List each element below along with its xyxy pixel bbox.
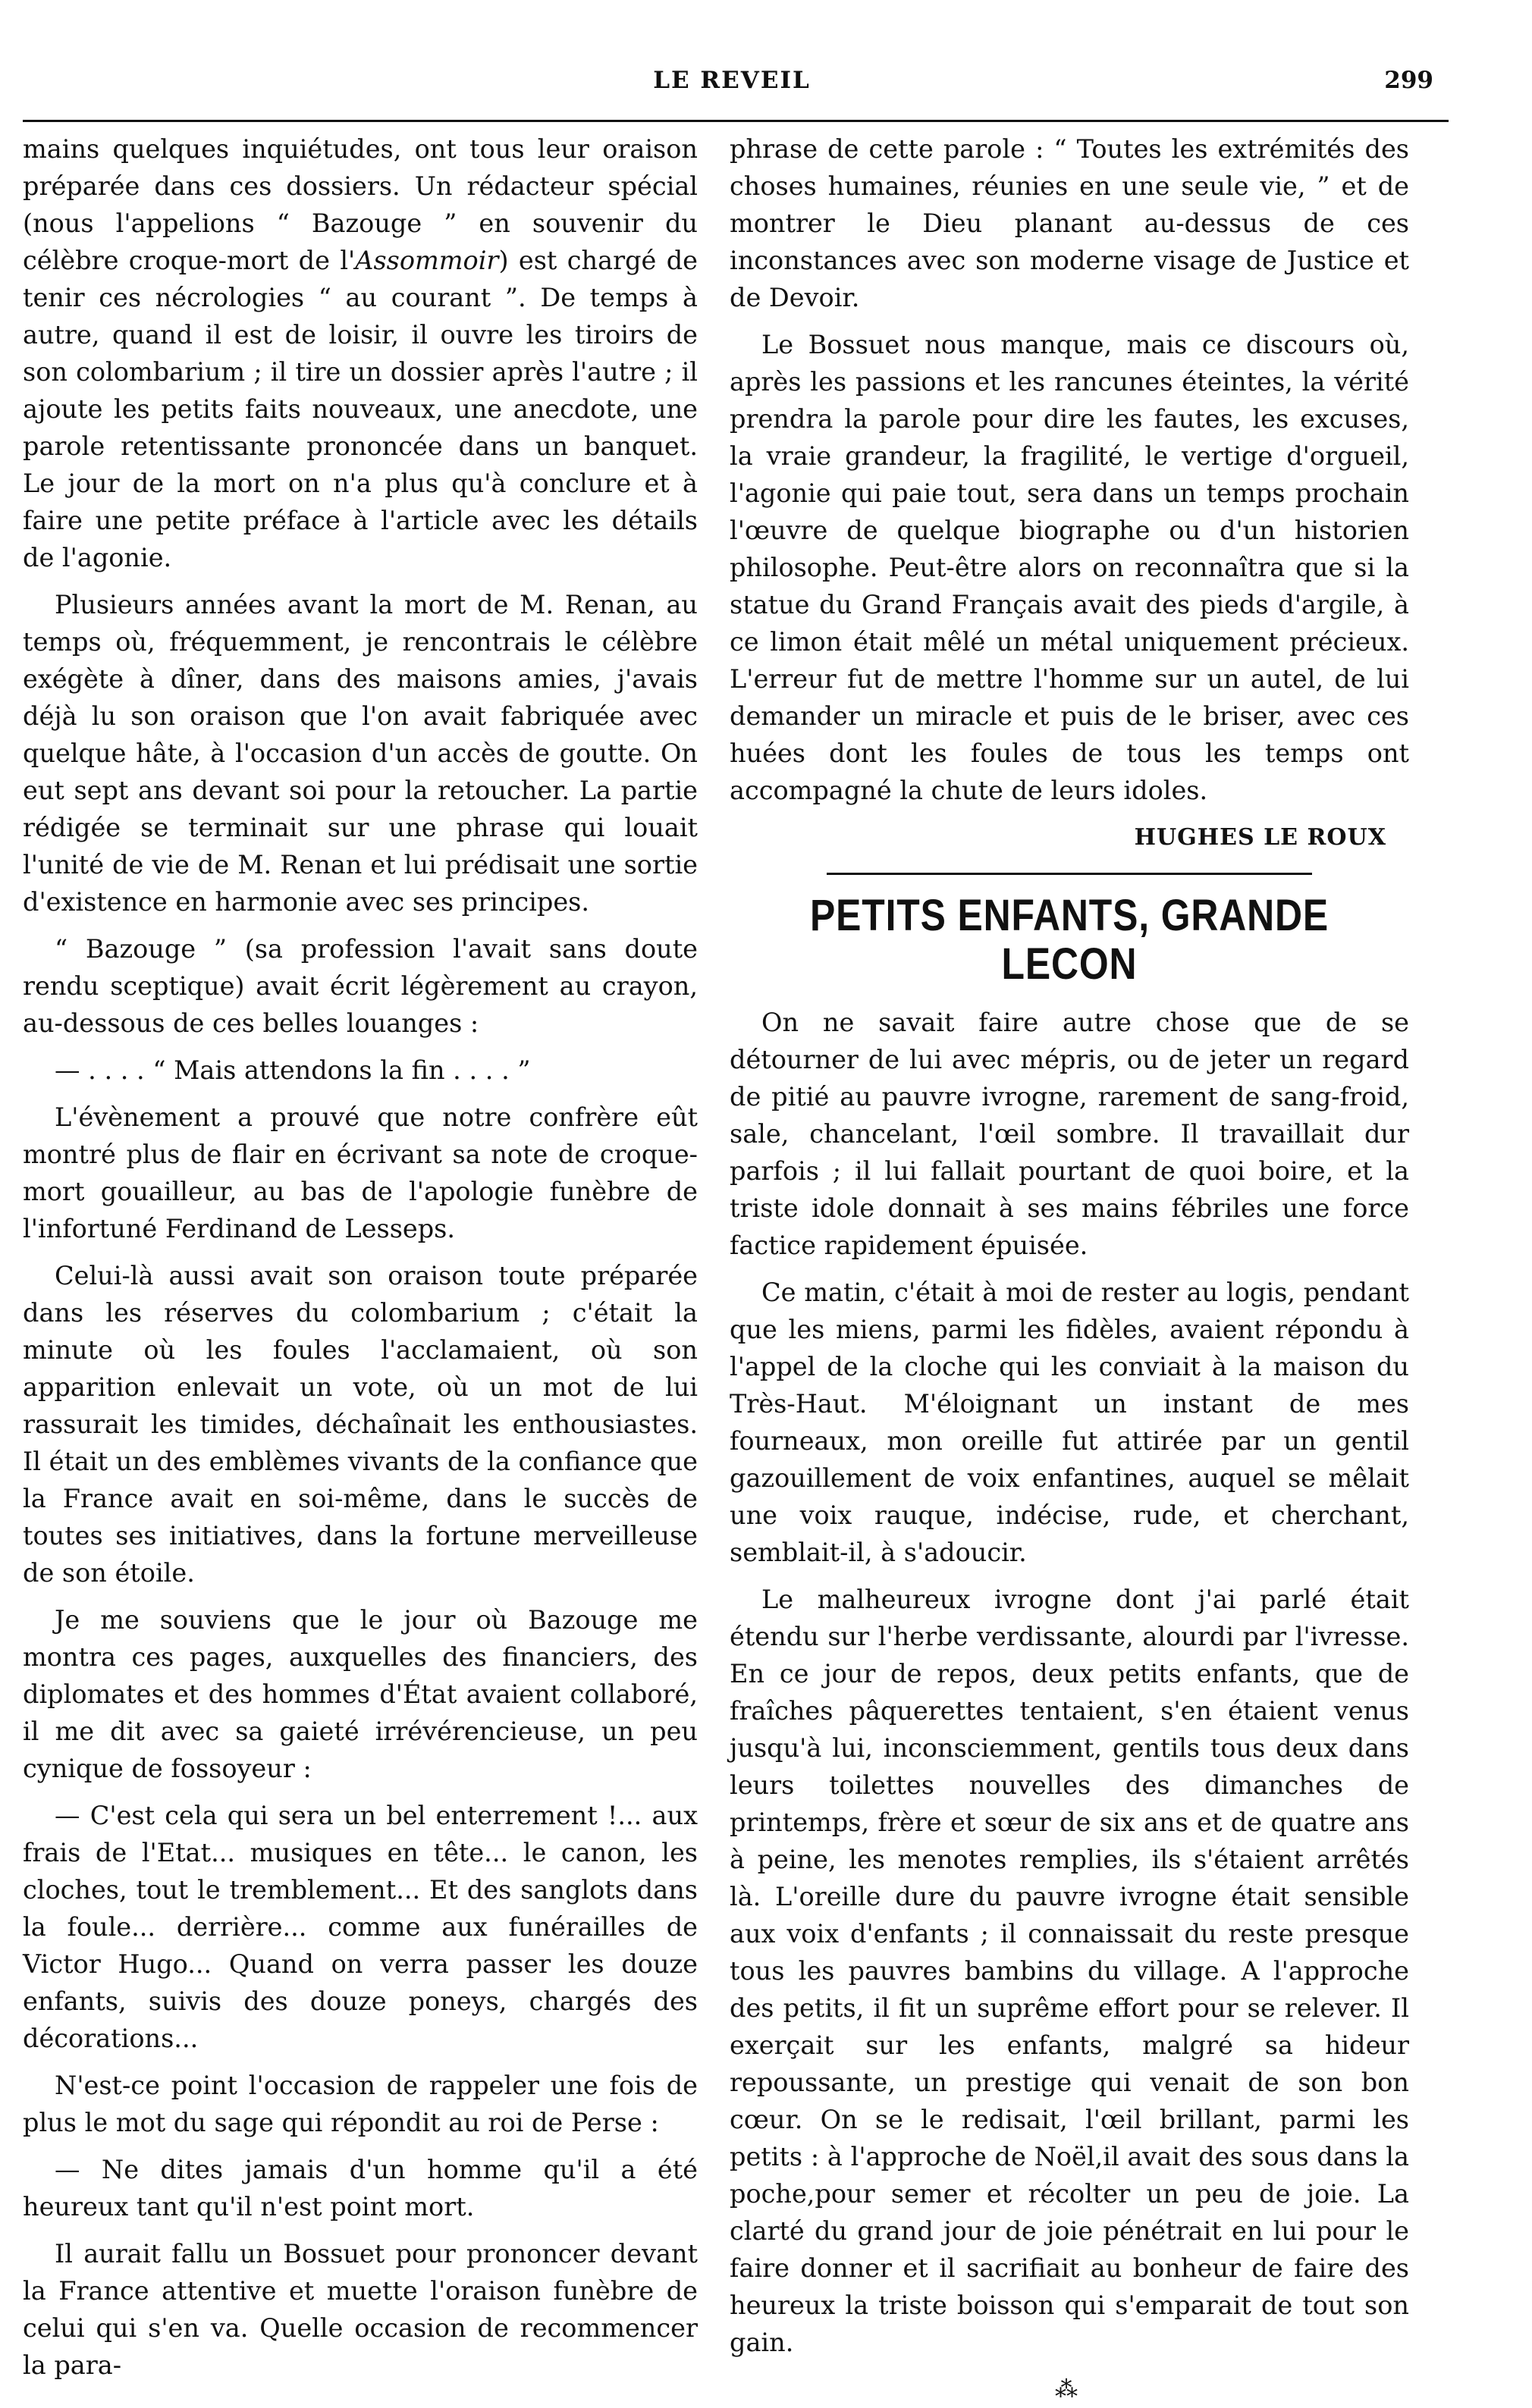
paragraph: N'est-ce point l'occasion de rappeler une fois de plus le mot du sage qui répondit au roi de Perse : [23, 2071, 698, 2137]
paragraph: Celui-là aussi avait son oraison toute préparée dans les réserves du colombarium ; c'était la minute où les foules l'acclamaient, où son apparition enlevait un vote, où un mot de lui rassurait les timides, déchaînait les enthousiastes. Il était un des emblèmes vivants de la confiance que la France avait en soi-même, dans le succès de toutes ses initiatives, dans la fortune merveilleuse de son étoile. [23, 1261, 698, 1588]
asterism-ornament: ⁂ [1055, 2376, 1084, 2403]
article-separator [827, 873, 1312, 875]
journal-title: LE REVEIL [653, 67, 811, 94]
paragraph: On ne savait faire autre chose que de se détourner de lui avec mépris, ou de jeter un regard de pitié au pauvre ivrogne, rarement de sang-froid, sale, chancelant, l'œil sombre. Il travaillait dur parfois ; il lui fallait pourtant de quoi boire, et la triste idole donnait à ses mains fébriles une force factice rapidement épuisée. [730, 1008, 1409, 1260]
paragraph: — C'est cela qui sera un bel enterrement !... aux frais de l'Etat... musiques en tête... le canon, les cloches, tout le tremblement... Et des sanglots dans la foule... derrière... comme aux funérailles de Victor Hugo... Quand on verra passer les douze enfants, suivis des douze poneys, chargés des décorations... [23, 1801, 698, 2053]
article-title: PETITS ENFANTS, GRANDE LECON [809, 891, 1330, 989]
paragraph: Plusieurs années avant la mort de M. Renan, au temps où, fréquemment, je rencontrais le célèbre exégète à dîner, dans des maisons amies, j'avais déjà lu son oraison que l'on avait fabriquée avec quelque hâte, à l'occasion d'un accès de goutte. On eut sept ans devant soi pour la retoucher. La partie rédigée se terminait sur une phrase qui louait l'unité de vie de M. Renan et lui prédisait une sortie d'existence en harmonie avec ses principes. [23, 590, 698, 917]
header-rule [23, 120, 1449, 122]
left-column [23, 130, 698, 2394]
paragraph: L'évènement a prouvé que notre confrère eût montré plus de flair en écrivant sa note de croque-mort gouailleur, au bas de l'apologie funèbre de l'infortuné Ferdinand de Lesseps. [23, 1102, 698, 1243]
paragraph: Ce matin, c'était à moi de rester au logis, pendant que les miens, parmi les fidèles, avaient répondu à l'appel de la cloche qui les conviait à la maison du Très-Haut. M'éloignant un instant de mes fourneaux, mon oreille fut attirée par un gentil gazouillement de voix enfantines, auquel se mêlait une voix rauque, indécise, rude, et cherchant, semblait-il, à s'adoucir. [730, 1278, 1409, 1567]
book-title: Assommoir [355, 246, 499, 275]
paragraph: Le Bossuet nous manque, mais ce discours où, après les passions et les rancunes éteintes, la vérité prendra la parole pour dire les fautes, les excuses, la vraie grandeur, la fragilité, le vertige d'orgueil, l'agonie qui paie tout, sera dans un temps prochain l'œuvre de quelque biographe ou d'un historien philosophe. Peut-être alors on reconnaîtra que si la statue du Grand Français avait des pieds d'argile, à ce limon était mêlé un métal uniquement précieux. L'erreur fut de mettre l'homme sur un autel, de lui demander un miracle et puis de le briser, avec ces huées dont les foules de tous les temps ont accompagné la chute de leurs idoles. [730, 330, 1409, 805]
page-number: 299 [1384, 67, 1433, 94]
author-signature: HUGHES LE ROUX [1134, 824, 1386, 851]
page-header [30, 67, 1433, 105]
paragraph: Il aurait fallu un Bossuet pour prononcer devant la France attentive et muette l'oraison funèbre de celui qui s'en va. Quelle occasion de recommencer la para- [23, 2239, 698, 2380]
paragraph: Je me souviens que le jour où Bazouge me montra ces pages, auxquelles des financiers, des diplomates et des hommes d'État avaient collaboré, il me dit avec sa gaieté irrévérencieuse, un peu cynique de fossoyeur : [23, 1605, 698, 1783]
paragraph: mains quelques inquiétudes, ont tous leur oraison préparée dans ces dossiers. Un rédacteur spécial (nous l'appelions “ Bazouge ” en souvenir du célèbre croque-mort de l'Assommoir) est chargé de tenir ces nécrologies “ au courant ”. De temps à autre, quand il est de loisir, il ouvre les tiroirs de son colombarium ; il tire un dossier après l'autre ; il ajoute les petits faits nouveaux, une anecdote, une parole retentissante prononcée dans un banquet. Le jour de la mort on n'a plus qu'à conclure et à faire une petite préface à l'article avec les détails de l'agonie. [23, 134, 698, 572]
paragraph: — Ne dites jamais d'un homme qu'il a été heureux tant qu'il n'est point mort. [23, 2155, 698, 2221]
paragraph: phrase de cette parole : “ Toutes les extrémités des choses humaines, réunies en une seule vie, ” et de montrer le Dieu planant au-dessus de ces inconstances avec son moderne visage de Justice et de Devoir. [730, 134, 1409, 312]
paragraph: “ Bazouge ” (sa profession l'avait sans doute rendu sceptique) avait écrit légèrement au crayon, au-dessous de ces belles louanges : [23, 934, 698, 1038]
paragraph: — . . . . “ Mais attendons la fin . . . . ” [55, 1055, 531, 1085]
paragraph: Le malheureux ivrogne dont j'ai parlé était étendu sur l'herbe verdissante, alourdi par l'ivresse. En ce jour de repos, deux petits enfants, que de fraîches pâquerettes tentaient, s'en étaient venus jusqu'à lui, inconsciemment, gentils tous deux dans leurs toilettes nouvelles des dimanches de printemps, frère et sœur de six ans et de quatre ans à peine, les menotes remplies, ils s'étaient arrêtés là. L'oreille dure du pauvre ivrogne était sensible aux voix d'enfants ; il connaissait du reste presque tous les pauvres bambins du village. A l'approche des petits, il fit un suprême effort pour se relever. Il exerçait sur les enfants, malgré sa hideur repoussante, un prestige qui venait de son bon cœur. On se le redisait, l'œil brillant, parmi les petits : à l'approche de Noël,il avait des sous dans la poche,pour semer et récolter un peu de joie. La clarté du grand jour de joie pénétrait en lui pour le faire donner et il sacrifiait au bonheur de faire des heureux la triste boisson qui s'emparait de tout son gain. [730, 1585, 1409, 2357]
right-column [730, 130, 1409, 2408]
